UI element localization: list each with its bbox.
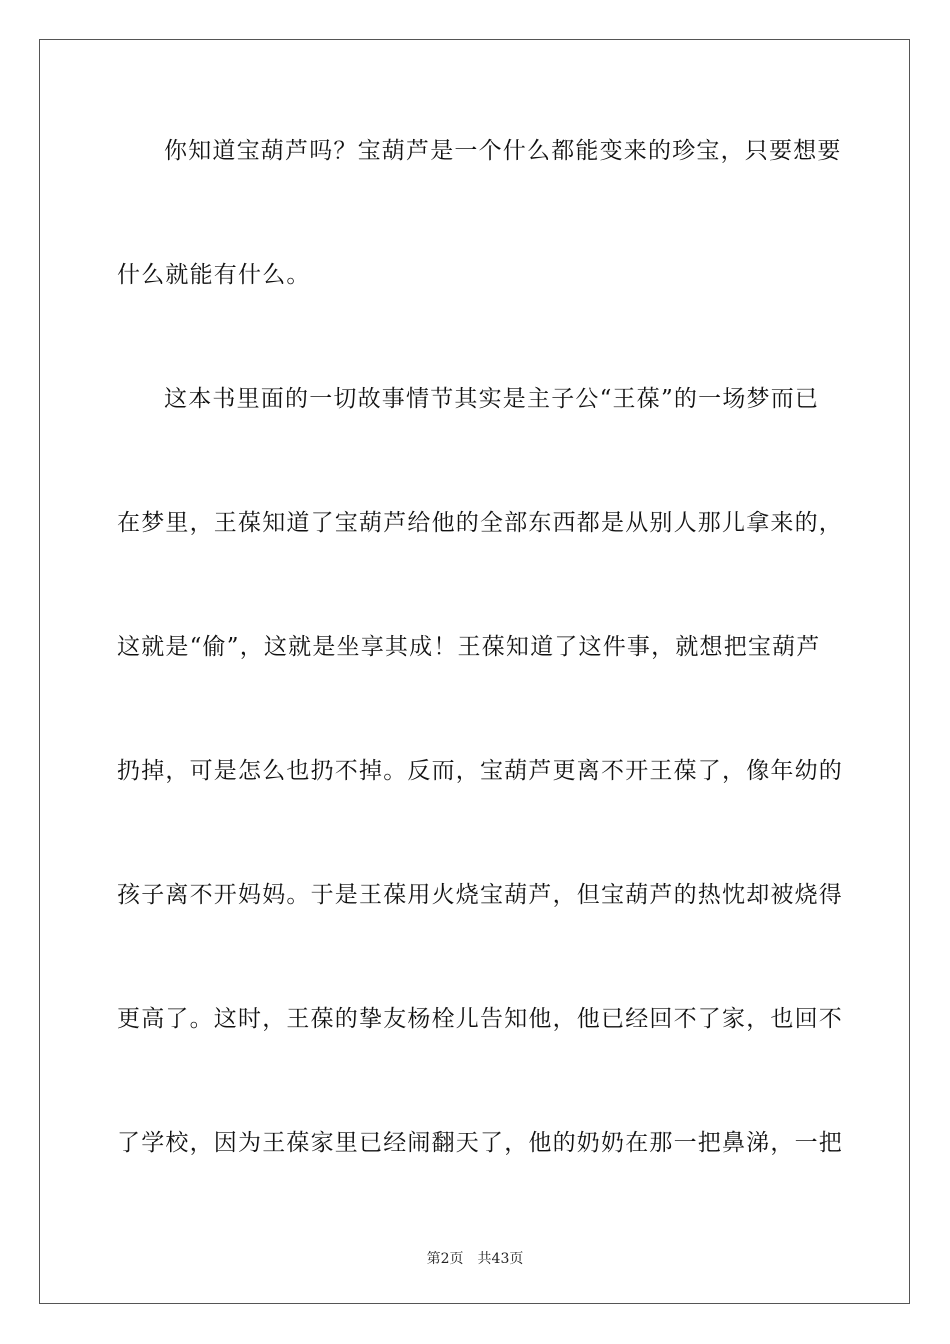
text-line: 更高了。这时，王葆的挚友杨栓儿告知他，他已经回不了家，也回不 bbox=[117, 1006, 843, 1032]
text-line: 了学校，因为王葆家里已经闹翻天了，他的奶奶在那一把鼻涕，一把 bbox=[117, 1130, 843, 1156]
text-line: 这就是“偷”，这就是坐享其成！王葆知道了这件事，就想把宝葫芦 bbox=[117, 634, 821, 660]
document-body bbox=[117, 125, 843, 1241]
text-line: 在梦里，王葆知道了宝葫芦给他的全部东西都是从别人那儿拿来的， bbox=[117, 510, 843, 536]
text-line: 扔掉，可是怎么也扔不掉。反而，宝葫芦更离不开王葆了，像年幼的 bbox=[117, 758, 843, 784]
text-line: 你知道宝葫芦吗？宝葫芦是一个什么都能变来的珍宝，只要想要 bbox=[164, 138, 842, 164]
text-line: 这本书里面的一切故事情节其实是主子公“王葆”的一场梦而已 bbox=[164, 386, 820, 412]
page-total: 共43页 bbox=[477, 1251, 524, 1267]
text-line: 孩子离不开妈妈。于是王葆用火烧宝葫芦，但宝葫芦的热忱却被烧得 bbox=[117, 882, 843, 908]
text-line: 什么就能有什么。 bbox=[117, 262, 311, 288]
page-number: 第2页 bbox=[426, 1251, 464, 1267]
page-footer bbox=[0, 1248, 950, 1268]
